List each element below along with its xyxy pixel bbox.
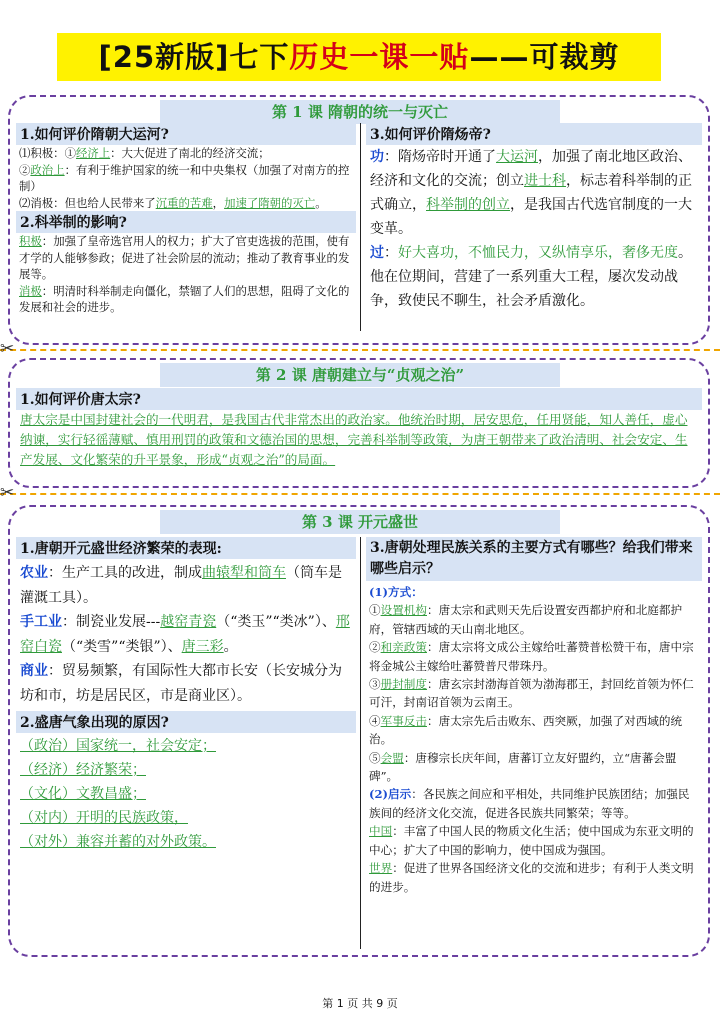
- reason-item: （政治）国家统一，社会安定；: [20, 737, 216, 754]
- answer-taizong: 唐太宗是中国封建社会的一代明君，是我国古代非常杰出的政治家。他统治时期，居安思危，任用贤能，知人善任，虚心纳谏，实行轻徭薄赋、慎用刑罚的政策和文德治国的思想，完善科举制等政策，为唐王朝带来了政治清明、社会安定、生产发展、文化繁荣的升平景象，形成“贞观之治”的局面。: [20, 412, 688, 467]
- reason-item: （对内）开明的民族政策，: [20, 809, 188, 826]
- reason-item: （对外）兼容并蓄的对外政策。: [20, 833, 216, 850]
- page-title: [57, 33, 661, 81]
- cut-line: [0, 349, 720, 351]
- lesson2-card: [8, 358, 710, 488]
- lesson2-heading: 第 2 课 唐朝建立与“贞观之治”: [160, 363, 560, 387]
- title-prefix: [25新版]七下: [98, 40, 290, 74]
- lesson3-left-column: [16, 537, 356, 953]
- lesson3-right-column: [366, 537, 702, 953]
- question-keju: 2.科举制的影响?: [16, 211, 356, 233]
- title-dash: ——: [469, 40, 530, 74]
- lesson3-card: [8, 505, 710, 957]
- reason-item: （经济）经济繁荣；: [20, 761, 146, 778]
- cut-line: [0, 493, 720, 495]
- lesson1-right-column: [366, 123, 702, 339]
- answer-yangdi: 功：隋炀帝时开通了大运河，加强了南北地区政治、经济和文化的交流；创立进士科，标志着科举制的正式确立，科举制的创立，是我国古代选官制度的一大变革。 过：好大喜功，不恤民力，又纵情享乐，奢侈无度。他在位期间，营建了一系列重大工程，屡次发动战争，致使民不聊生，社会矛盾激化。: [370, 149, 692, 309]
- scissors-icon: ✂: [0, 483, 15, 503]
- scissors-icon: ✂: [0, 339, 15, 359]
- lesson1-card: [8, 95, 710, 345]
- lesson3-heading: 第 3 课 开元盛世: [160, 510, 560, 534]
- answer-keju: 积极：加强了皇帝选官用人的权力；扩大了官吏选拔的范围，使有才学的人能够参政；促进了社会阶层的流动；推动了教育事业的发展等。 消极：明清时科举制走向僵化，禁锢了人们的思想，阻碍了文化的发展和社会的进步。: [19, 234, 350, 314]
- page-footer: 第 1 页 共 9 页: [322, 997, 398, 1010]
- answer-kaiyuan: 农业：生产工具的改进，制成曲辕犁和筒车（筒车是灌溉工具）。 手工业：制瓷业发展---越窑青瓷（“类玉”“类冰”）、邢窑白瓷（“类雪”“类银”）、唐三彩。 商业：贸易频繁，有国际性大都市长安（长安城分为坊和市，坊是居民区，市是商业区）。: [20, 565, 350, 704]
- lesson1-heading: 第 1 课 隋朝的统一与灭亡: [160, 100, 560, 124]
- title-tail: 可裁剪: [529, 40, 620, 74]
- question-kaiyuan: 1.唐朝开元盛世经济繁荣的表现:: [16, 537, 356, 559]
- reason-item: （文化）文教昌盛；: [20, 785, 146, 802]
- answer-minzu: (1)方式： ①设置机构：唐太宗和武则天先后设置安西都护府和北庭都护府，管辖西域的天山南北地区。 ②和亲政策：唐太宗将文成公主嫁给吐蕃赞普松赞干布，唐中宗将金城公主嫁给吐蕃赞普尺带珠丹。 ③册封制度：唐玄宗封渤海首领为渤海郡王，封回纥首领为怀仁可汗，封南诏首领为云南王。 ④军事反击：唐太宗先后击败东、西突厥，加强了对西域的统治。 ⑤会盟：唐穆宗长庆年间，唐蕃订立友好盟约，立“唐蕃会盟碑”。 (2)启示：各民族之间应和平相处，共同维护民族团结；加强民族间的经济文化交流，促进各民族共同繁荣；等等。 中国：丰富了中国人民的物质文化生活；使中国成为东亚文明的中心；扩大了中国的影响力，使中国成为强国。 世界：促进了世界各国经济文化的交流和进步；有利于人类文明的进步。: [369, 585, 694, 894]
- question-canal: 1.如何评价隋朝大运河?: [16, 123, 356, 145]
- lesson1-left-column: [16, 123, 356, 339]
- question-taizong: 1.如何评价唐太宗?: [16, 388, 702, 410]
- question-minzu: 3.唐朝处理民族关系的主要方式有哪些？给我们带来哪些启示？: [366, 537, 702, 581]
- answer-canal: ⑴积极：①经济上：大大促进了南北的经济交流； ②政治上：有利于维护国家的统一和中央集权（加强了对南方的控制） ⑵消极：但也给人民带来了沉重的苦难，加速了隋朝的灭亡。: [19, 146, 350, 210]
- question-shengtang: 2.盛唐气象出现的原因?: [16, 711, 356, 733]
- lesson1-divider: [360, 123, 361, 331]
- title-highlight: 历史一课一贴: [289, 40, 470, 74]
- lesson2-content: [16, 388, 702, 486]
- answer-shengtang: [16, 733, 356, 854]
- question-yangdi: 3.如何评价隋炀帝?: [366, 123, 702, 145]
- lesson3-divider: [360, 537, 361, 949]
